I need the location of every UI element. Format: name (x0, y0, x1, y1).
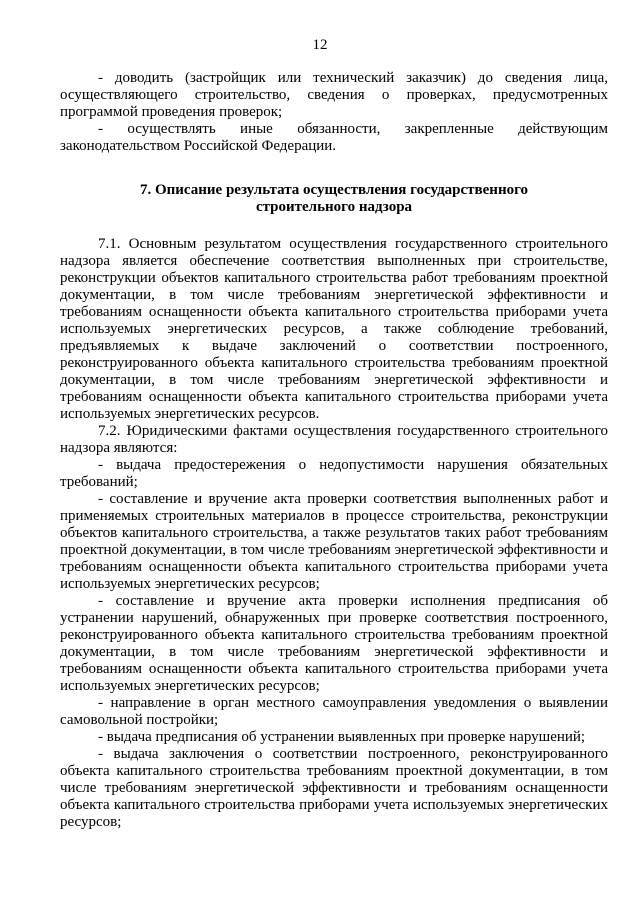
list-item: - выдача предписания об устранении выявленных при проверке нарушений; (98, 729, 586, 745)
paragraph: - доводить (застройщик или технический заказчик) до сведения лица, осуществляющего строительство, сведения о проверках, предусмотренных программой проведения проверок; (60, 70, 608, 120)
section-heading: 7. Описание результата осуществления государственного строительного надзора (139, 182, 529, 215)
paragraph: - осуществлять иные обязанности, закрепленные действующим законодательством Российской Федерации. (60, 121, 608, 154)
document-body (60, 70, 608, 831)
list-item: - выдача заключения о соответствии построенного, реконструированного объекта капитального строительства требованиям проектной документации, в том числе требованиям энергетической эффективности и требованиям оснащенности объекта капитального строительства приборами учета используемых энергетических ресурсов; (60, 746, 608, 830)
list-item: - составление и вручение акта проверки соответствия выполненных работ и применяемых строительных материалов в процессе строительства, реконструкции объектов капитального строительства, а также результатов таких работ требованиям проектной документации, в том числе требованиям энергетической эффективности и требованиям оснащенности объекта капитального строительства приборами учета используемых энергетических ресурсов; (60, 491, 608, 592)
page-number: 12 (312, 37, 328, 53)
paragraph: 7.1. Основным результатом осуществления государственного строительного надзора является обеспечение соответствия выполненных при строительстве, реконструкции объектов капитального строительства работ требованиям проектной документации, в том числе требованиям энергетической эффективности и требованиям оснащенности объекта капитального строительства приборами учета используемых энергетических ресурсов, а также соблюдение требований, предъявляемых к выдаче заключений о соответствии построенного, реконструированного объекта капитального строительства требованиям проектной документации, в том числе требованиям энергетической эффективности и требованиям оснащенности объекта капитального строительства приборами учета используемых энергетических ресурсов. (60, 236, 608, 422)
paragraph: 7.2. Юридическими фактами осуществления государственного строительного надзора являются: (60, 423, 608, 456)
list-item: - составление и вручение акта проверки исполнения предписания об устранении нарушений, обнаруженных при проверке соответствия построенного, реконструированного объекта капитального строительства требованиям проектной документации, в том числе требованиям энергетической эффективности и требованиям оснащенности объекта капитального строительства приборами учета используемых энергетических ресурсов; (60, 593, 608, 694)
list-item: - направление в орган местного самоуправления уведомления о выявлении самовольной постройки; (60, 695, 608, 728)
list-item: - выдача предостережения о недопустимости нарушения обязательных требований; (60, 457, 608, 490)
